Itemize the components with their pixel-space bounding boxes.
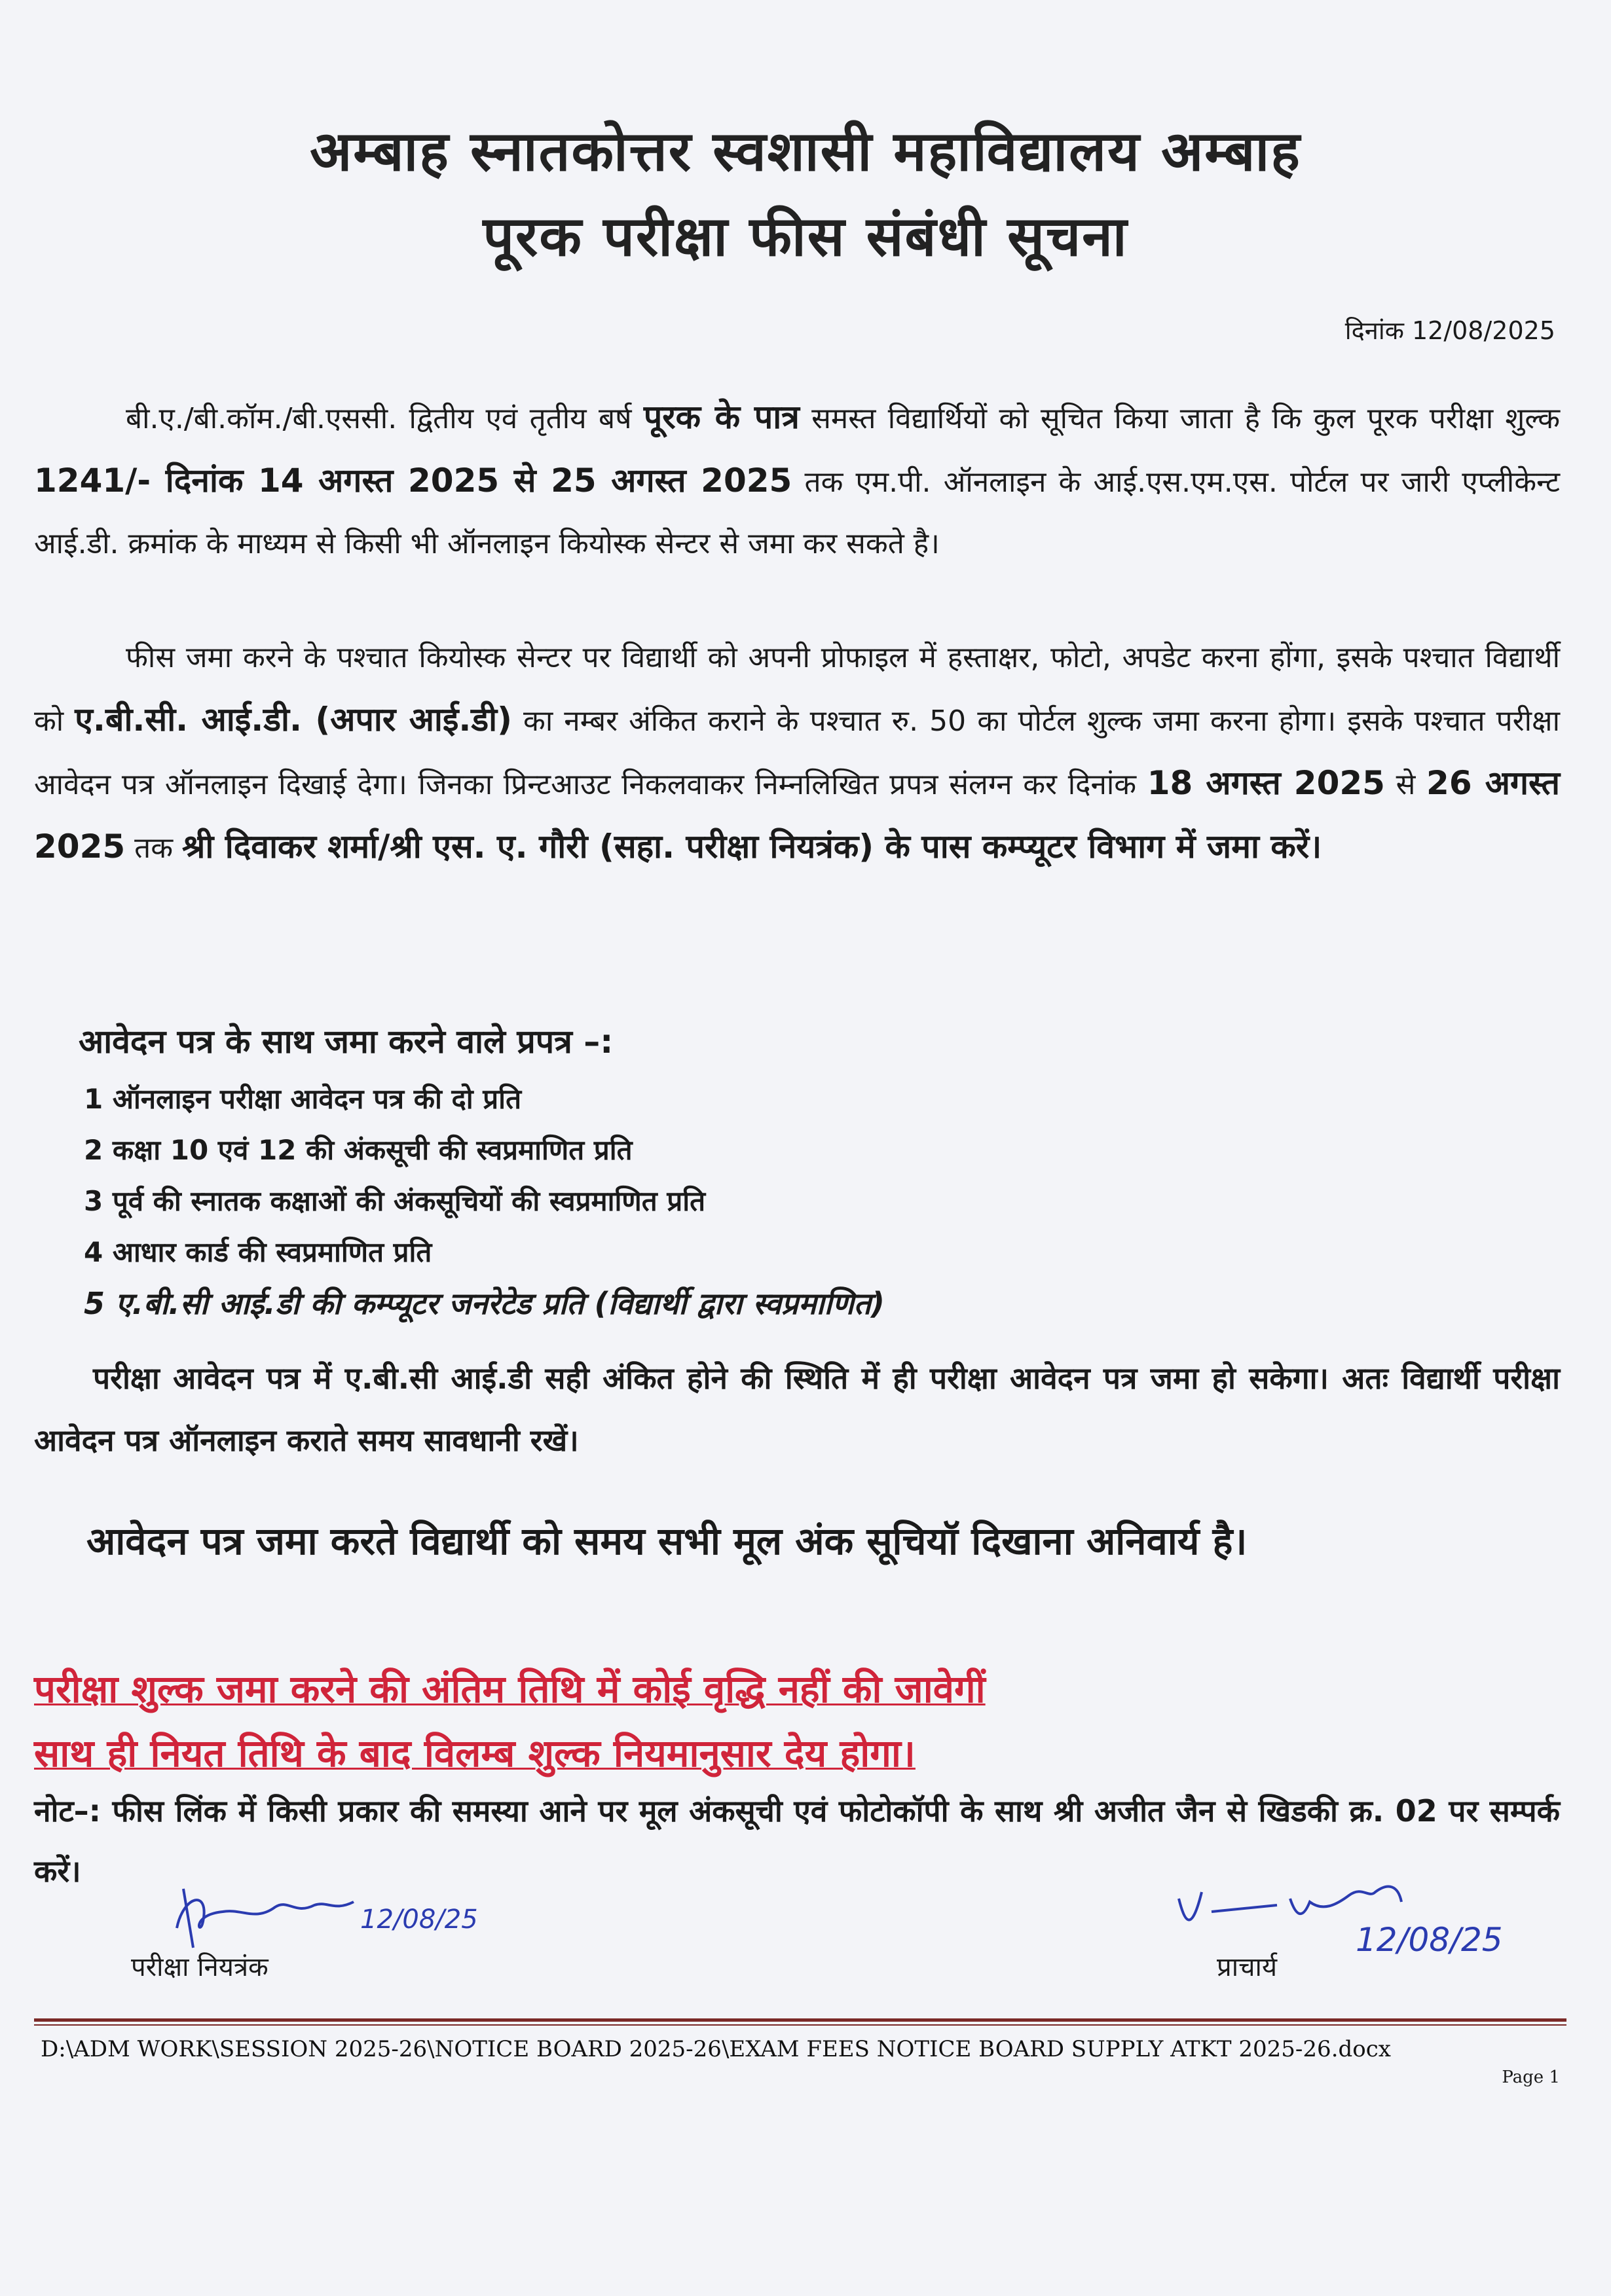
list-item: 3 पूर्व की स्नातक कक्षाओं की अंकसूचियों की स्वप्रमाणित प्रति (84, 1185, 706, 1217)
bold-span: 26 अगस्त 2025 (34, 764, 1561, 866)
bold-span: 18 अगस्त 2025 (1147, 764, 1385, 802)
bold-span: पूरक के पात्र (643, 398, 800, 436)
paragraph-abc-id: परीक्षा आवेदन पत्र में ए.बी.सी आई.डी सही अंकित होने की स्थिति में ही परीक्षा आवेदन पत्र जमा हो सकेगा। अतः विद्यार्थी परीक्षा आवेदन पत्र ऑनलाइन कराते समय सावधानी रखें। (34, 1360, 1560, 1458)
notice-date: दिनांक 12/08/2025 (1344, 316, 1555, 345)
footer-divider-thin (34, 2024, 1566, 2026)
footer-divider (34, 2018, 1566, 2022)
text-span: तक (125, 831, 183, 865)
list-item: 1 ऑनलाइन परीक्षा आवेदन पत्र की दो प्रति (84, 1083, 522, 1115)
list-item: 2 कक्षा 10 एवं 12 की अंकसूची की स्वप्रमाणित प्रति (84, 1134, 633, 1166)
page-number: Page 1 (1502, 2068, 1560, 2087)
exam-controller-label: परीक्षा नियत्रंक (131, 1952, 268, 1982)
text-span: का नम्बर अंकित कराने के पश्चात रु. 50 का पोर्टल शुल्क जमा करना होगा। इसके पश्चात परीक्षा आवेदन पत्र ऑनलाइन दिखाई देगा। जिनका प्रिन्टआउट निकलवाकर निम्नलिखित प्रपत्र संलग्न कर दिनांक (34, 704, 1560, 801)
file-path: D:\ADM WORK\SESSION 2025-26\NOTICE BOARD 2025-26\EXAM FEES NOTICE BOARD SUPPLY ATKT 2025-26.docx (41, 2036, 1391, 2062)
note-paragraph: नोट–: फीस लिंक में किसी प्रकार की समस्या आने पर मूल अंकसूची एवं फोटोकॉपी के साथ श्री अजीत जैन से खिडकी क्र. 02 पर सम्पर्क करें। (34, 1793, 1560, 1889)
text-span: समस्त विद्यार्थियों को सूचित किया जाता है कि कुल पूरक परीक्षा शुल्क (799, 402, 1560, 435)
text-span: से (1384, 768, 1427, 801)
text-span: फीस जमा करने के पश्चात कियोस्क सेन्टर पर विद्यार्थी को अपनी प्रोफाइल में हस्ताक्षर, फोटो, अपडेट करना होंगा, इसके पश्चात विद्यार्थी को (34, 641, 1560, 738)
paragraph-original-marksheets: आवेदन पत्र जमा करते विद्यार्थी को समय सभी मूल अंक सूचियॉ दिखाना अनिवार्य है। (86, 1519, 1248, 1563)
paragraph-procedure (34, 627, 1560, 879)
signature-date: 12/08/25 (1356, 1921, 1503, 1959)
text-span: तक एम.पी. ऑनलाइन के आई.एस.एम.एस. पोर्टल पर जारी एप्लीकेन्ट आई.डी. क्रमांक के माध्यम से किसी भी ऑनलाइन कियोस्क सेन्टर से जमा कर सकते है। (34, 465, 1560, 560)
paragraph-fee-details (34, 386, 1560, 575)
list-item: 4 आधार कार्ड की स्वप्रमाणित प्रति (84, 1236, 432, 1268)
documents-heading: आवेदन पत्र के साथ जमा करने वाले प्रपत्र –: (79, 1023, 614, 1061)
warning-line-2: साथ ही नियत तिथि के बाद विलम्ब शुल्क नियमानुसार देय होगा। (34, 1731, 916, 1776)
college-title: अम्बाह स्नातकोत्तर स्वशासी महाविद्यालय अम्बाह (310, 119, 1301, 183)
notice-subtitle: पूरक परीक्षा फीस संबंधी सूचना (483, 204, 1128, 268)
list-item: 5 ए.बी.सी आई.डी की कम्प्यूटर जनरेटेड प्रति (विद्यार्थी द्वारा स्वप्रमाणित) (84, 1286, 885, 1321)
warning-line-1: परीक्षा शुल्क जमा करने की अंतिम तिथि में कोई वृद्धि नहीं की जावेगीं (34, 1667, 986, 1711)
signature-date: 12/08/25 (360, 1904, 478, 1935)
text-span: बी.ए./बी.कॉम./बी.एससी. द्वितीय एवं तृतीय बर्ष (126, 402, 644, 435)
bold-span: ए.बी.सी. आई.डी. (अपार आई.डी) (75, 701, 512, 738)
principal-label: प्राचार्य (1217, 1952, 1278, 1982)
documents-list (84, 1074, 885, 1329)
bold-span: श्री दिवाकर शर्मा/श्री एस. ए. गौरी (सहा. परीक्षा नियत्रंक) के पास कम्प्यूटर विभाग में जमा करें। (182, 828, 1322, 866)
bold-span: 1241/- दिनांक 14 अगस्त 2025 से 25 अगस्त 2025 (34, 462, 792, 500)
